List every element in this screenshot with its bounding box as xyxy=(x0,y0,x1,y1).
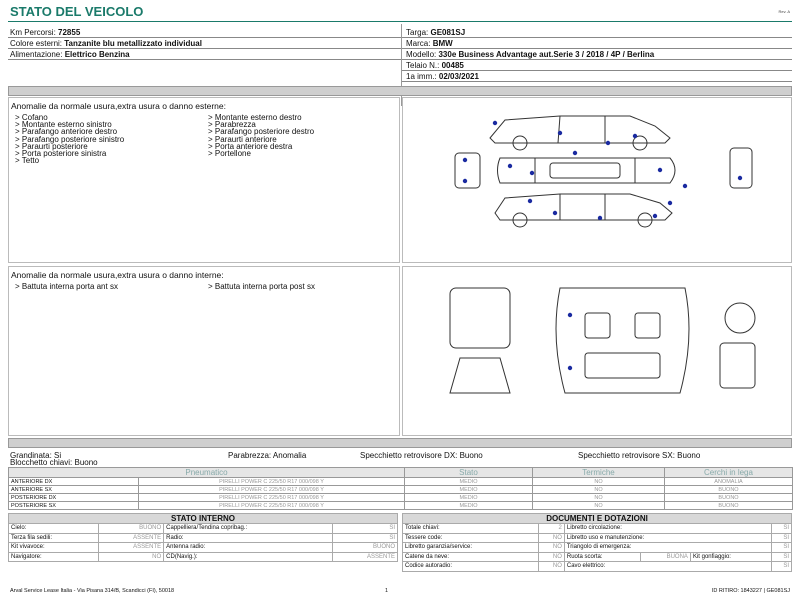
tyre-termiche: NO xyxy=(533,486,665,494)
label: Kit vivavoce: xyxy=(9,543,99,553)
value: BUONO xyxy=(99,524,164,534)
footer-page-number: 1 xyxy=(385,588,389,594)
documenti-row xyxy=(403,543,792,553)
info-targa: Targa: GE081SJ xyxy=(406,28,466,37)
label: Cielo: xyxy=(9,524,99,534)
front-seats-outline xyxy=(450,288,510,348)
value: SI xyxy=(771,543,791,553)
tyre-row xyxy=(9,478,793,486)
damage-item: > Montante esterno destro xyxy=(208,113,302,122)
value: 2 xyxy=(538,524,564,534)
internal-damage-title: Anomalie da normale usura,extra usura o danno interne: xyxy=(11,270,224,280)
label: Catene da neve: xyxy=(403,552,539,562)
documenti-table xyxy=(402,513,792,572)
tyres-table xyxy=(8,467,793,510)
tyre-stato: MEDIO xyxy=(405,486,533,494)
header-termiche: Termiche xyxy=(533,468,665,478)
tyre-termiche: NO xyxy=(533,494,665,502)
label: Tessere code: xyxy=(403,533,539,543)
car-front-outline xyxy=(455,153,480,188)
dashboard-outline xyxy=(720,343,755,388)
tyre-position: ANTERIORE DX xyxy=(9,478,139,486)
stato-interno-row xyxy=(9,543,398,553)
external-car-diagram xyxy=(440,108,760,233)
specchietto-dx-status: Specchietto retrovisore DX: Buono xyxy=(360,451,483,460)
damage-item: > Parabrezza xyxy=(208,120,256,130)
tyre-model: PIRELLI POWER C 225/50 R17 000/098 Y xyxy=(139,502,405,510)
label: Ruota scorta: xyxy=(564,552,641,562)
label: Cappelliera/Tendina copribag.: xyxy=(164,524,333,534)
value: SI xyxy=(333,533,398,543)
damage-item: > Parafango posteriore sinistro xyxy=(15,134,125,144)
info-alimentazione: Alimentazione: Elettrico Benzina xyxy=(10,50,130,59)
tyre-position: POSTERIORE SX xyxy=(9,502,139,510)
tyre-position: POSTERIORE DX xyxy=(9,494,139,502)
footer-company: Arval Service Lease Italia - Via Pisana 314/B, Scandicci (FI), 50018 xyxy=(10,588,175,594)
stato-interno-row xyxy=(9,533,398,543)
label: Kit gonfiaggio: xyxy=(690,552,771,562)
damage-item: > Porta posteriore sinistra xyxy=(15,149,107,159)
stato-interno-row xyxy=(9,524,398,534)
damage-item: > Porta anteriore destra xyxy=(208,141,293,151)
tyre-stato: MEDIO xyxy=(405,494,533,502)
header-cerchi: Cerchi in lega xyxy=(665,468,793,478)
internal-damage-panel xyxy=(8,266,400,436)
tyre-model: PIRELLI POWER C 225/50 R17 000/098 Y xyxy=(139,494,405,502)
value: NO xyxy=(538,562,564,572)
row-line xyxy=(402,81,792,82)
damage-item: > Parafango posteriore destro xyxy=(208,127,315,137)
header-stato: Stato xyxy=(405,468,533,478)
tyres-header xyxy=(9,468,793,478)
documenti-row xyxy=(403,533,792,543)
footer-id: ID RITIRO: 1843227 | GE081SJ xyxy=(711,588,790,594)
value: NO xyxy=(538,543,564,553)
value: NO xyxy=(99,552,164,562)
cabin-top-outline xyxy=(556,288,689,393)
header-pneumatico: Pneumatico xyxy=(9,468,405,478)
tyre-row xyxy=(9,486,793,494)
damage-item: > Montante esterno sinistro xyxy=(15,120,112,130)
damage-item: > Portellone xyxy=(208,149,251,159)
value: BUONO xyxy=(333,543,398,553)
internal-damage-list-1 xyxy=(15,283,118,290)
value: BUONA xyxy=(641,552,691,562)
damage-item: > Paraurti anteriore xyxy=(208,134,277,144)
grandinata-status: Grandinata: Si xyxy=(10,451,62,460)
tyre-model: PIRELLI POWER C 225/50 R17 000/098 Y xyxy=(139,478,405,486)
section-bar xyxy=(8,438,792,448)
value: NO xyxy=(538,533,564,543)
car-rear-outline xyxy=(730,148,752,188)
tyre-row xyxy=(9,494,793,502)
value: ASSENTE xyxy=(333,552,398,562)
label: Antenna radio: xyxy=(164,543,333,553)
internal-car-diagram xyxy=(440,278,770,403)
row-line xyxy=(8,37,401,38)
label: Terza fila sedili: xyxy=(9,533,99,543)
tyre-cerchi: BUONO xyxy=(665,494,793,502)
internal-damage-list-2 xyxy=(208,283,315,290)
value: ASSENTE xyxy=(99,533,164,543)
value: SI xyxy=(771,524,791,534)
steering-wheel-outline xyxy=(725,303,755,333)
tyre-termiche: NO xyxy=(533,502,665,510)
label: Libretto circolazione: xyxy=(564,524,771,534)
label: CD(Navig.): xyxy=(164,552,333,562)
row-line xyxy=(402,48,792,49)
damage-item: > Battuta interna porta post sx xyxy=(208,282,315,291)
section-bar xyxy=(8,86,792,96)
tyre-cerchi: BUONO xyxy=(665,486,793,494)
label: Navigatore: xyxy=(9,552,99,562)
row-line xyxy=(8,59,401,60)
info-telaio: Telaio N.: 00485 xyxy=(406,61,464,70)
damage-item: > Battuta interna porta ant sx xyxy=(15,282,118,291)
car-side-left-outline xyxy=(495,194,672,220)
tyre-stato: MEDIO xyxy=(405,478,533,486)
label: Libretto garanzia/service: xyxy=(403,543,539,553)
external-damage-title: Anomalie da normale usura,extra usura o danno esterne: xyxy=(11,101,226,111)
label: Libretto uso e manutenzione: xyxy=(564,533,771,543)
label: Codice autoradio: xyxy=(403,562,539,572)
info-modello: Modello: 330e Business Advantage aut.Serie 3 / 2018 / 4P / Berlina xyxy=(406,50,655,59)
parabrezza-status: Parabrezza: Anomalia xyxy=(228,451,307,460)
damage-item: > Tetto xyxy=(15,156,40,166)
damage-item: > Cofano xyxy=(15,113,48,122)
car-top-outline xyxy=(498,158,676,183)
row-line xyxy=(402,70,792,71)
documenti-title: DOCUMENTI E DOTAZIONI xyxy=(403,514,792,524)
value: SI xyxy=(333,524,398,534)
stato-interno-row xyxy=(9,552,398,562)
info-km: Km Percorsi: 72855 xyxy=(10,28,81,37)
stato-interno-title: STATO INTERNO xyxy=(9,514,398,524)
damage-item: > Paraurti posteriore xyxy=(15,141,88,151)
external-damage-list-2 xyxy=(208,114,314,157)
value: SI xyxy=(771,533,791,543)
info-immatricolazione: 1a imm.: 02/03/2021 xyxy=(406,72,479,81)
tyre-position: ANTERIORE SX xyxy=(9,486,139,494)
damage-item: > Parafango anteriore destro xyxy=(15,127,118,137)
title-divider xyxy=(8,21,792,22)
page-title: STATO DEL VEICOLO xyxy=(10,4,144,19)
info-marca: Marca: BMW xyxy=(406,39,453,48)
tyre-cerchi: BUONO xyxy=(665,502,793,510)
row-line xyxy=(402,37,792,38)
revision-label: Rev. A xyxy=(778,9,790,14)
info-colore: Colore esterni: Tanzanite blu metallizzato individual xyxy=(10,39,202,48)
documenti-row xyxy=(403,524,792,534)
blocchetto-status: Blocchetto chiavi: Buono xyxy=(10,458,98,467)
label: Cavo elettrico: xyxy=(564,562,771,572)
value: ASSENTE xyxy=(99,543,164,553)
stato-interno-table xyxy=(8,513,398,562)
value: NO xyxy=(538,552,564,562)
label: Radio: xyxy=(164,533,333,543)
documenti-row xyxy=(403,552,792,562)
label: Totale chiavi: xyxy=(403,524,539,534)
label: Triangolo di emergenza: xyxy=(564,543,771,553)
external-damage-list-1 xyxy=(15,114,124,164)
tyre-stato: MEDIO xyxy=(405,502,533,510)
row-line xyxy=(402,59,792,60)
value: SI xyxy=(771,562,791,572)
rear-bench-outline xyxy=(450,358,510,393)
tyre-model: PIRELLI POWER C 225/50 R17 000/098 Y xyxy=(139,486,405,494)
specchietto-sx-status: Specchietto retrovisore SX: Buono xyxy=(578,451,701,460)
tyre-cerchi: ANOMALIA xyxy=(665,478,793,486)
car-side-right-outline xyxy=(490,116,670,143)
documenti-row xyxy=(403,562,792,572)
tyre-termiche: NO xyxy=(533,478,665,486)
row-line xyxy=(8,48,401,49)
value: SI xyxy=(771,552,791,562)
tyre-row xyxy=(9,502,793,510)
